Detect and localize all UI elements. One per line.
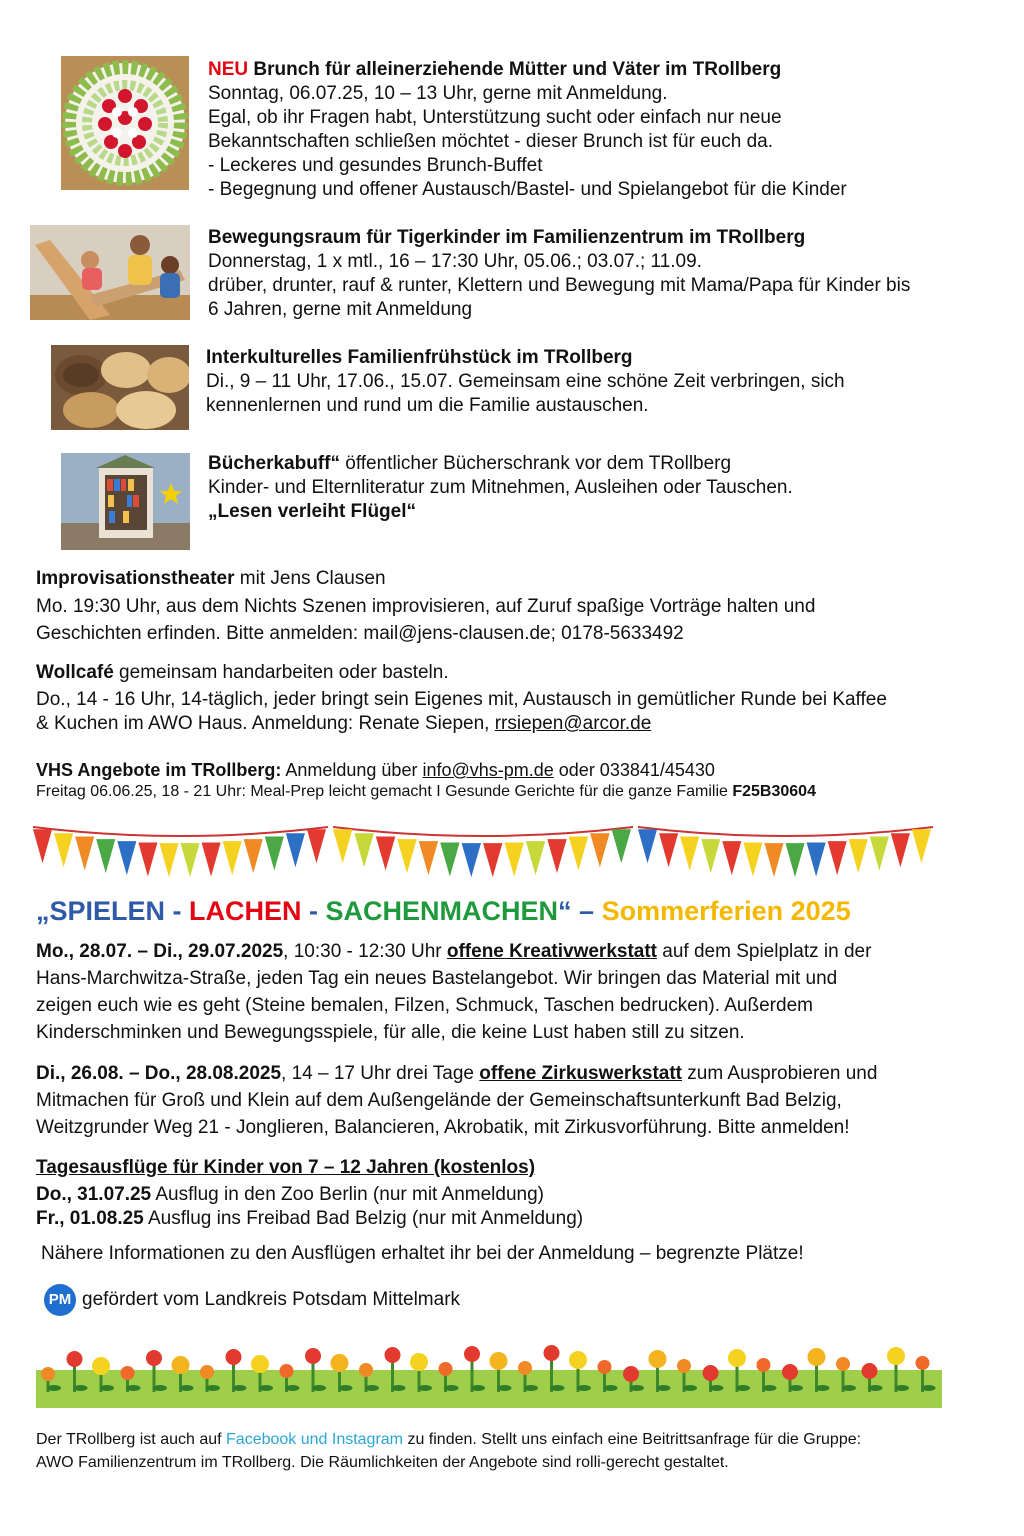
zirkus-line2: Mitmachen für Groß und Klein auf dem Außengelände der Gemeinschaftsunterkunft Bad Belzig, xyxy=(36,1090,842,1111)
buecher-title-rest: öffentlicher Bücherschrank vor dem TRollberg xyxy=(339,453,732,474)
brunch-title xyxy=(208,58,781,82)
ausflug-freibad xyxy=(36,1207,583,1231)
kreativ-rest: auf dem Spielplatz in der xyxy=(657,941,872,962)
buecher-title xyxy=(208,452,731,476)
zirkus-time: , 14 – 17 Uhr drei Tage xyxy=(281,1063,480,1084)
funding-text: gefördert vom Landkreis Potsdam Mittelmark xyxy=(82,1289,461,1310)
bewegung-line3: 6 Jahren, gerne mit Anmeldung xyxy=(208,299,473,320)
bewegung-photo xyxy=(30,225,190,320)
kreativ-date: Mo., 28.07. – Di., 29.07.2025 xyxy=(36,941,284,962)
vhs-title: VHS Angebote im TRollberg: xyxy=(36,760,282,780)
summer-word-sachenmachen: SACHENMACHEN xyxy=(325,896,559,926)
brunch-line1: Sonntag, 06.07.25, 10 – 13 Uhr, gerne mit Anmeldung. xyxy=(208,83,668,104)
summer-quote-close: “ – xyxy=(558,896,602,926)
bewegung-line2: drüber, drunter, rauf & runter, Klettern und Bewegung mit Mama/Papa für Kinder bis xyxy=(208,275,911,296)
impro-title xyxy=(36,567,386,591)
summer-word-lachen: LACHEN xyxy=(189,896,302,926)
buecher-photo xyxy=(61,453,190,550)
pm-logo: PM xyxy=(44,1284,76,1316)
vhs-text-a: Anmeldung über xyxy=(281,760,423,780)
zirkus-line1 xyxy=(36,1062,877,1086)
ausflug-zoo-text: Ausflug in den Zoo Berlin (nur mit Anmeldung) xyxy=(151,1184,545,1205)
brunch-title-text: Brunch für alleinerziehende Mütter und Väter im TRollberg xyxy=(253,59,782,80)
impro-title-rest: mit Jens Clausen xyxy=(234,568,386,589)
vhs-line2 xyxy=(36,781,816,803)
fruehstueck-title: Interkulturelles Familienfrühstück im TRollberg xyxy=(206,347,633,368)
kreativ-line4: Kinderschminken und Bewegungsspiele, für alle, die keine Lust haben still zu sitzen. xyxy=(36,1022,745,1043)
footer-line1 xyxy=(36,1429,861,1451)
new-tag: NEU xyxy=(208,59,249,80)
vhs-line1 xyxy=(36,759,715,781)
footer-text-b: zu finden. Stellt uns einfach eine Beitrittsanfrage für die Gruppe: xyxy=(403,1431,862,1448)
buecher-line1: Kinder- und Elternliteratur zum Mitnehmen, Ausleihen oder Tauschen. xyxy=(208,477,793,498)
fruehstueck-line1: Di., 9 – 11 Uhr, 17.06., 15.07. Gemeinsam eine schöne Zeit verbringen, sich xyxy=(206,371,845,392)
zirkus-name: offene Zirkuswerkstatt xyxy=(479,1063,683,1084)
vhs-text-b: oder 033841/45430 xyxy=(553,760,715,780)
ausflug-freibad-date: Fr., 01.08.25 xyxy=(36,1208,144,1229)
summer-dash1: - xyxy=(165,896,190,926)
wollcafe-title xyxy=(36,661,449,685)
impro-title-bold: Improvisationstheater xyxy=(36,568,235,589)
summer-title xyxy=(36,896,851,927)
kreativ-line3: zeigen euch wie es geht (Steine bemalen, Filzen, Schmuck, Taschen bedrucken). Außerdem xyxy=(36,995,813,1016)
summer-word-sommerferien: Sommerferien 2025 xyxy=(601,896,851,926)
kreativ-line2: Hans-Marchwitza-Straße, jeden Tag ein neues Bastelangebot. Wir bringen das Material mit und xyxy=(36,968,838,989)
footer-line2: AWO Familienzentrum im TRollberg. Die Räumlichkeiten der Angebote sind rolli-gerecht gestaltet. xyxy=(36,1454,729,1471)
brunch-line3: Bekanntschaften schließen möchtet - dieser Brunch ist für euch da. xyxy=(208,131,774,152)
bewegung-title: Bewegungsraum für Tigerkinder im Familienzentrum im TRollberg xyxy=(208,227,806,248)
wollcafe-line2 xyxy=(36,712,651,736)
zirkus-rest: zum Ausprobieren und xyxy=(682,1063,878,1084)
brunch-bullet1: - Leckeres und gesundes Brunch-Buffet xyxy=(208,155,543,176)
fruehstueck-photo xyxy=(51,345,189,430)
brunch-photo xyxy=(61,56,189,190)
ausflug-zoo xyxy=(36,1183,544,1207)
summer-quote-open: „ xyxy=(36,896,50,926)
wollcafe-title-rest: gemeinsam handarbeiten oder basteln. xyxy=(113,662,449,683)
wollcafe-email-link[interactable]: rrsiepen@arcor.de xyxy=(494,713,652,734)
vhs-course-text: Freitag 06.06.25, 18 - 21 Uhr: Meal-Prep leicht gemacht I Gesunde Gerichte für die ganze Familie xyxy=(36,783,733,800)
kreativ-name: offene Kreativwerkstatt xyxy=(446,941,657,962)
kreativ-line1 xyxy=(36,940,871,964)
ausfluege-heading: Tagesausflüge für Kinder von 7 – 12 Jahren (kostenlos) xyxy=(36,1157,536,1178)
bewegung-line1: Donnerstag, 1 x mtl., 16 – 17:30 Uhr, 05.06.; 03.07.; 11.09. xyxy=(208,251,702,272)
summer-word-spielen: SPIELEN xyxy=(49,896,166,926)
ausfluege-note: Nähere Informationen zu den Ausflügen erhaltet ihr bei der Anmeldung – begrenzte Plätze! xyxy=(41,1243,804,1264)
brunch-line2: Egal, ob ihr Fragen habt, Unterstützung sucht oder einfach nur neue xyxy=(208,107,782,128)
summer-dash2: - xyxy=(301,896,326,926)
wollcafe-line1: Do., 14 - 16 Uhr, 14-täglich, jeder bringt sein Eigenes mit, Austausch in gemütlicher Runde bei Kaffee xyxy=(36,689,887,710)
wollcafe-line2-text: & Kuchen im AWO Haus. Anmeldung: Renate Siepen, xyxy=(36,713,495,734)
fruehstueck-line2: kennenlernen und rund um die Familie austauschen. xyxy=(206,395,649,416)
buecher-line2: „Lesen verleiht Flügel“ xyxy=(208,501,416,522)
kreativ-time: , 10:30 - 12:30 Uhr xyxy=(283,941,447,962)
social-link[interactable]: Facebook und Instagram xyxy=(226,1431,404,1448)
impro-line2: Geschichten erfinden. Bitte anmelden: mail@jens-clausen.de; 0178-5633492 xyxy=(36,623,684,644)
buecher-title-bold: Bücherkabuff“ xyxy=(208,453,340,474)
vhs-course-code: F25B30604 xyxy=(732,783,816,800)
flower-border xyxy=(36,1330,942,1410)
footer-text-a: Der TRollberg ist auch auf xyxy=(36,1431,227,1448)
zirkus-date: Di., 26.08. – Do., 28.08.2025 xyxy=(36,1063,282,1084)
wollcafe-title-bold: Wollcafé xyxy=(36,662,114,683)
zirkus-line3: Weitzgrunder Weg 21 - Jonglieren, Balancieren, Akrobatik, mit Zirkusvorführung. Bitte anmelden! xyxy=(36,1117,850,1138)
ausflug-zoo-date: Do., 31.07.25 xyxy=(36,1184,152,1205)
bunting-garland xyxy=(33,823,933,893)
brunch-bullet2: - Begegnung und offener Austausch/Bastel- und Spielangebot für die Kinder xyxy=(208,179,847,200)
vhs-email-link[interactable]: info@vhs-pm.de xyxy=(422,760,554,780)
impro-line1: Mo. 19:30 Uhr, aus dem Nichts Szenen improvisieren, auf Zuruf spaßige Vorträge halten und xyxy=(36,596,816,617)
ausflug-freibad-text: Ausflug ins Freibad Bad Belzig (nur mit Anmeldung) xyxy=(143,1208,584,1229)
